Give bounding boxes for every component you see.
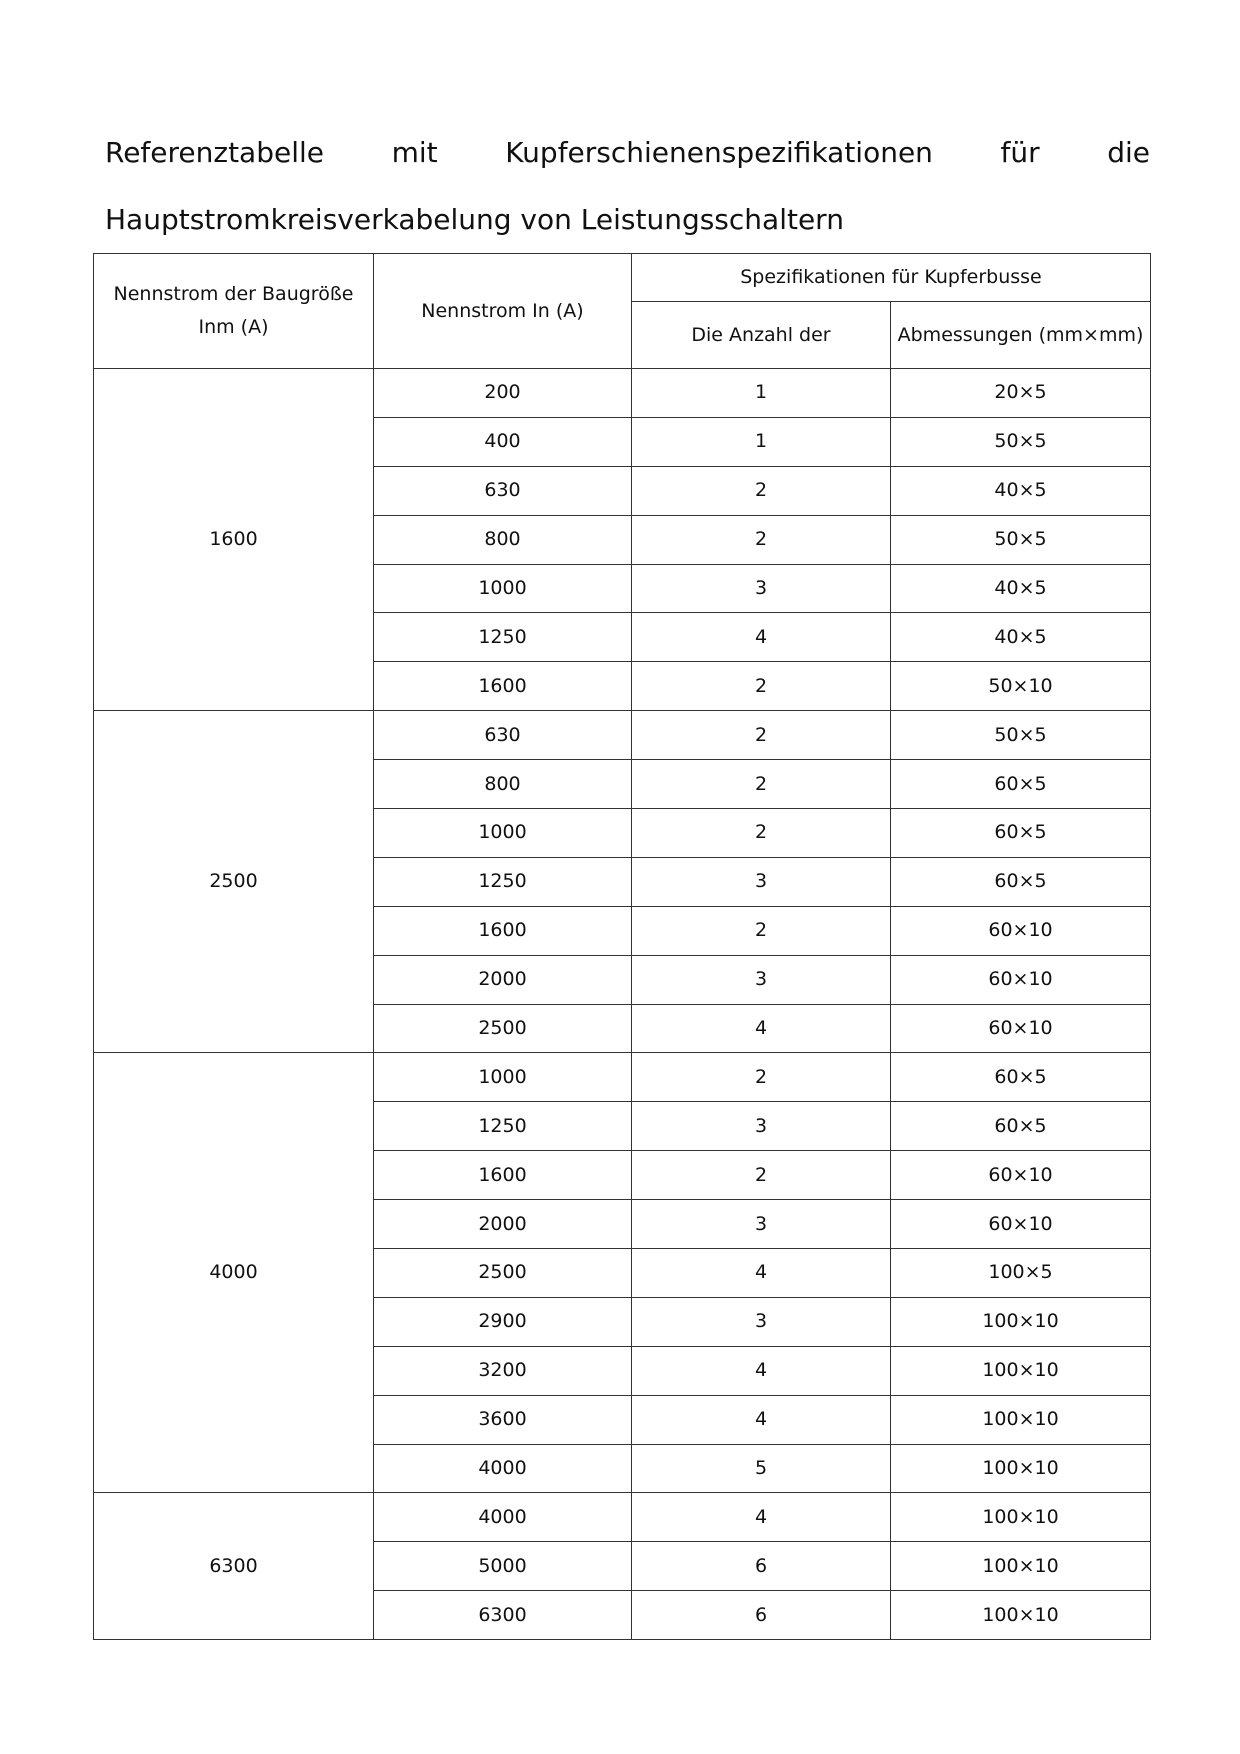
busbar-count-cell: 3 [632,1297,891,1346]
busbar-dimension-cell: 60×10 [891,906,1151,955]
busbar-count-cell: 2 [632,1151,891,1200]
busbar-dimension-cell: 50×5 [891,417,1151,466]
busbar-count-cell: 5 [632,1444,891,1493]
busbar-count-cell: 6 [632,1542,891,1591]
busbar-count-cell: 2 [632,711,891,760]
busbar-count-cell: 4 [632,1395,891,1444]
rated-current-cell: 6300 [374,1591,632,1640]
rated-current-cell: 400 [374,417,632,466]
rated-current-cell: 2000 [374,1200,632,1249]
busbar-count-cell: 2 [632,760,891,809]
copper-busbar-spec-table [93,253,1151,1640]
busbar-dimension-cell: 50×10 [891,662,1151,711]
busbar-dimension-cell: 100×10 [891,1346,1151,1395]
busbar-count-cell: 1 [632,417,891,466]
busbar-count-cell: 4 [632,1346,891,1395]
busbar-dimension-cell: 60×10 [891,1151,1151,1200]
busbar-count-cell: 2 [632,515,891,564]
rated-current-cell: 2000 [374,955,632,1004]
frame-current-cell: 2500 [94,711,374,1053]
busbar-count-cell: 2 [632,1053,891,1102]
rated-current-cell: 1250 [374,613,632,662]
page-title-line-2: Hauptstromkreisverkabelung von Leistungsschaltern [105,203,844,236]
rated-current-cell: 2900 [374,1297,632,1346]
busbar-dimension-cell: 100×10 [891,1542,1151,1591]
busbar-dimension-cell: 60×5 [891,1053,1151,1102]
busbar-dimension-cell: 100×10 [891,1493,1151,1542]
busbar-dimension-cell: 60×10 [891,1004,1151,1053]
busbar-dimension-cell: 20×5 [891,369,1151,418]
title-word: mit [391,136,438,169]
busbar-dimension-cell: 100×10 [891,1591,1151,1640]
busbar-count-cell: 3 [632,857,891,906]
rated-current-cell: 630 [374,466,632,515]
page-title-line-1 [105,136,1150,169]
rated-current-cell: 1000 [374,809,632,858]
rated-current-cell: 4000 [374,1444,632,1493]
table-header [94,254,1151,369]
header-rated-current: Nennstrom In (A) [374,254,632,369]
busbar-count-cell: 3 [632,1102,891,1151]
busbar-dimension-cell: 100×5 [891,1249,1151,1298]
table-row [94,711,1151,760]
table-body [94,369,1151,1640]
rated-current-cell: 800 [374,760,632,809]
header-frame-current: Nennstrom der Baugröße Inm (A) [94,254,374,369]
rated-current-cell: 1250 [374,857,632,906]
busbar-count-cell: 4 [632,613,891,662]
table-row [94,369,1151,418]
busbar-dimension-cell: 60×5 [891,760,1151,809]
table-row [94,1053,1151,1102]
busbar-count-cell: 2 [632,662,891,711]
header-copper-spec: Spezifikationen für Kupferbusse [632,254,1151,302]
busbar-count-cell: 6 [632,1591,891,1640]
rated-current-cell: 1600 [374,1151,632,1200]
busbar-dimension-cell: 60×5 [891,809,1151,858]
rated-current-cell: 630 [374,711,632,760]
busbar-dimension-cell: 50×5 [891,515,1151,564]
rated-current-cell: 200 [374,369,632,418]
title-word: Kupferschienenspezifikationen [505,136,933,169]
rated-current-cell: 1600 [374,662,632,711]
busbar-count-cell: 2 [632,809,891,858]
rated-current-cell: 2500 [374,1004,632,1053]
rated-current-cell: 4000 [374,1493,632,1542]
busbar-dimension-cell: 40×5 [891,613,1151,662]
busbar-dimension-cell: 100×10 [891,1297,1151,1346]
busbar-count-cell: 4 [632,1249,891,1298]
table-row [94,1493,1151,1542]
busbar-dimension-cell: 60×5 [891,857,1151,906]
busbar-dimension-cell: 60×10 [891,955,1151,1004]
busbar-count-cell: 2 [632,906,891,955]
rated-current-cell: 2500 [374,1249,632,1298]
busbar-count-cell: 3 [632,564,891,613]
busbar-dimension-cell: 40×5 [891,466,1151,515]
header-count: Die Anzahl der [632,302,891,369]
busbar-dimension-cell: 60×10 [891,1200,1151,1249]
busbar-dimension-cell: 50×5 [891,711,1151,760]
rated-current-cell: 1000 [374,564,632,613]
rated-current-cell: 1600 [374,906,632,955]
rated-current-cell: 5000 [374,1542,632,1591]
title-word: für [1000,136,1040,169]
busbar-count-cell: 1 [632,369,891,418]
frame-current-cell: 6300 [94,1493,374,1640]
frame-current-cell: 4000 [94,1053,374,1493]
busbar-dimension-cell: 100×10 [891,1395,1151,1444]
busbar-count-cell: 2 [632,466,891,515]
rated-current-cell: 3200 [374,1346,632,1395]
rated-current-cell: 3600 [374,1395,632,1444]
busbar-count-cell: 4 [632,1004,891,1053]
busbar-dimension-cell: 60×5 [891,1102,1151,1151]
busbar-count-cell: 3 [632,1200,891,1249]
rated-current-cell: 1250 [374,1102,632,1151]
frame-current-cell: 1600 [94,369,374,711]
rated-current-cell: 1000 [374,1053,632,1102]
rated-current-cell: 800 [374,515,632,564]
busbar-count-cell: 3 [632,955,891,1004]
busbar-dimension-cell: 40×5 [891,564,1151,613]
busbar-dimension-cell: 100×10 [891,1444,1151,1493]
title-word: Referenztabelle [105,136,324,169]
title-word: die [1107,136,1150,169]
header-dimensions: Abmessungen (mm×mm) [891,302,1151,369]
busbar-count-cell: 4 [632,1493,891,1542]
